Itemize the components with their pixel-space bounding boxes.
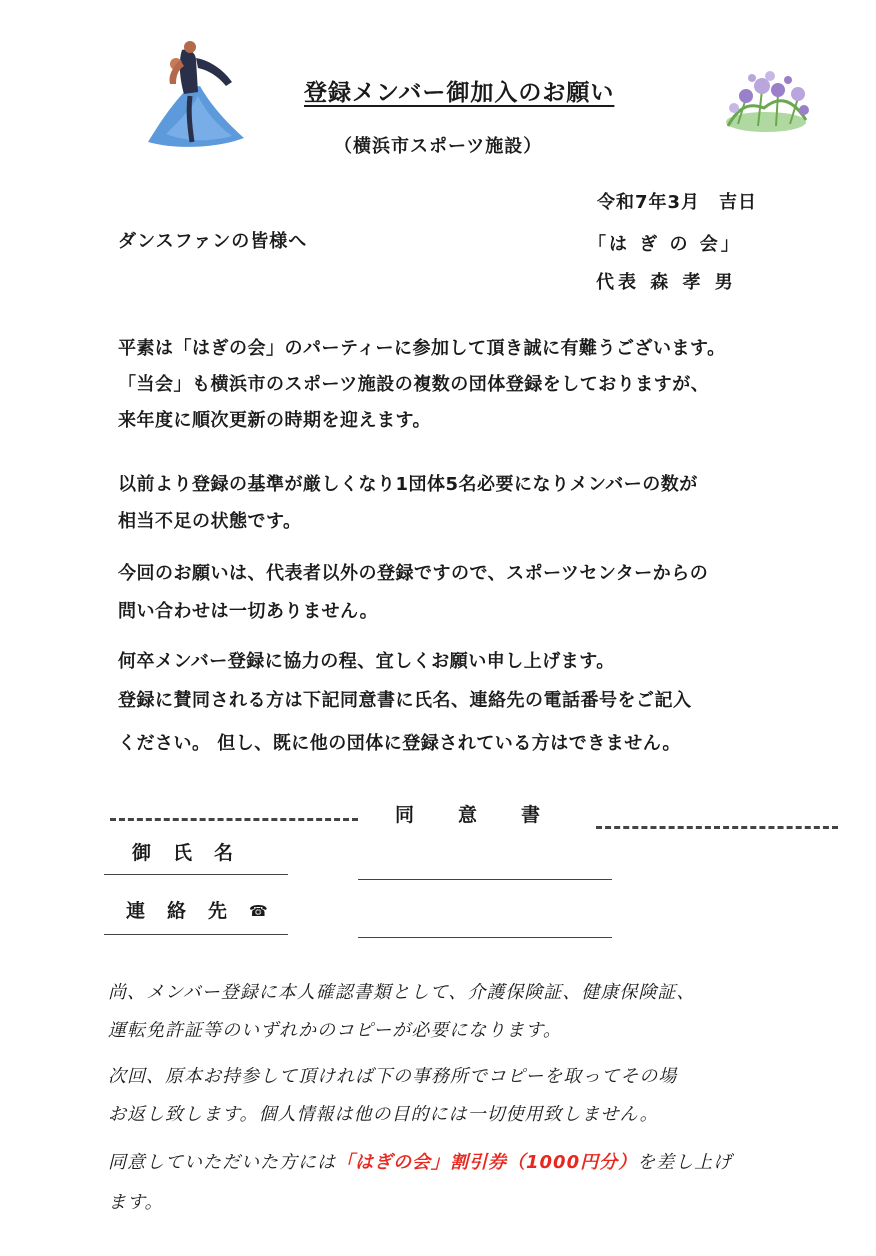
contact-label (126, 896, 268, 923)
contact-label-text: 連絡先 (126, 900, 250, 922)
issue-date: 令和7年3月 吉日 (597, 192, 758, 213)
note-line (108, 1148, 732, 1174)
note-line: 尚、メンバー登録に本人確認書類として、介護保険証、健康保険証、 (108, 982, 696, 1003)
note-line: ます。 (108, 1192, 164, 1213)
name-field[interactable] (358, 846, 612, 874)
consent-title: 同意書 (395, 804, 585, 826)
body-line: 相当不足の状態です。 (118, 511, 302, 532)
name-label: 御氏名 (132, 842, 256, 864)
note-line: 運転免許証等のいずれかのコピーが必要になります。 (108, 1020, 562, 1041)
body-line: 「当会」も横浜市のスポーツ施設の複数の団体登録をしておりますが、 (118, 374, 710, 395)
note-line5-post: を差し上げ (637, 1152, 733, 1173)
note-line: お返し致します。個人情報は他の目的には一切使用致しません。 (108, 1104, 659, 1125)
body-line: 今回のお願いは、代表者以外の登録ですので、スポーツセンターからの (118, 563, 709, 584)
document-title: 登録メンバー御加入のお願い (304, 80, 615, 106)
telephone-icon: ☎ (249, 902, 268, 920)
club-name: 「は ぎ の 会」 (588, 234, 742, 255)
body-line: ください。 但し、既に他の団体に登録されている方はできません。 (118, 733, 681, 754)
body-line: 登録に賛同される方は下記同意書に氏名、連絡先の電話番号をご記入 (118, 690, 692, 711)
flower-illustration (718, 68, 814, 134)
name-field-line (358, 879, 612, 880)
body-line: 以前より登録の基準が厳しくなり1団体5名必要になりメンバーの数が (118, 474, 698, 495)
note-line5-pre: 同意していただいた方には (108, 1152, 336, 1173)
discount-coupon-highlight: 「はぎの会」割引券（1000円分） (336, 1152, 638, 1173)
document-subtitle: （横浜市スポーツ施設） (334, 136, 543, 157)
contact-field[interactable] (358, 906, 612, 934)
body-line: 何卒メンバー登録に協力の程、宜しくお願い申し上げます。 (118, 651, 615, 672)
addressee: ダンスファンの皆様へ (118, 231, 308, 252)
contact-label-underline (104, 934, 288, 935)
note-line: 次回、原本お持参して頂ければ下の事務所でコピーを取ってその場 (108, 1066, 678, 1087)
name-label-underline (104, 874, 288, 875)
contact-field-line (358, 937, 612, 938)
body-line: 平素は「はぎの会」のパーティーに参加して頂き誠に有難うございます。 (118, 338, 726, 359)
dancers-illustration (140, 38, 252, 150)
consent-divider-right (596, 826, 838, 829)
representative: 代表 森 孝 男 (596, 272, 737, 293)
body-line: 問い合わせは一切ありません。 (118, 601, 379, 622)
body-line: 来年度に順次更新の時期を迎えます。 (118, 410, 432, 431)
consent-divider-left (110, 818, 358, 821)
